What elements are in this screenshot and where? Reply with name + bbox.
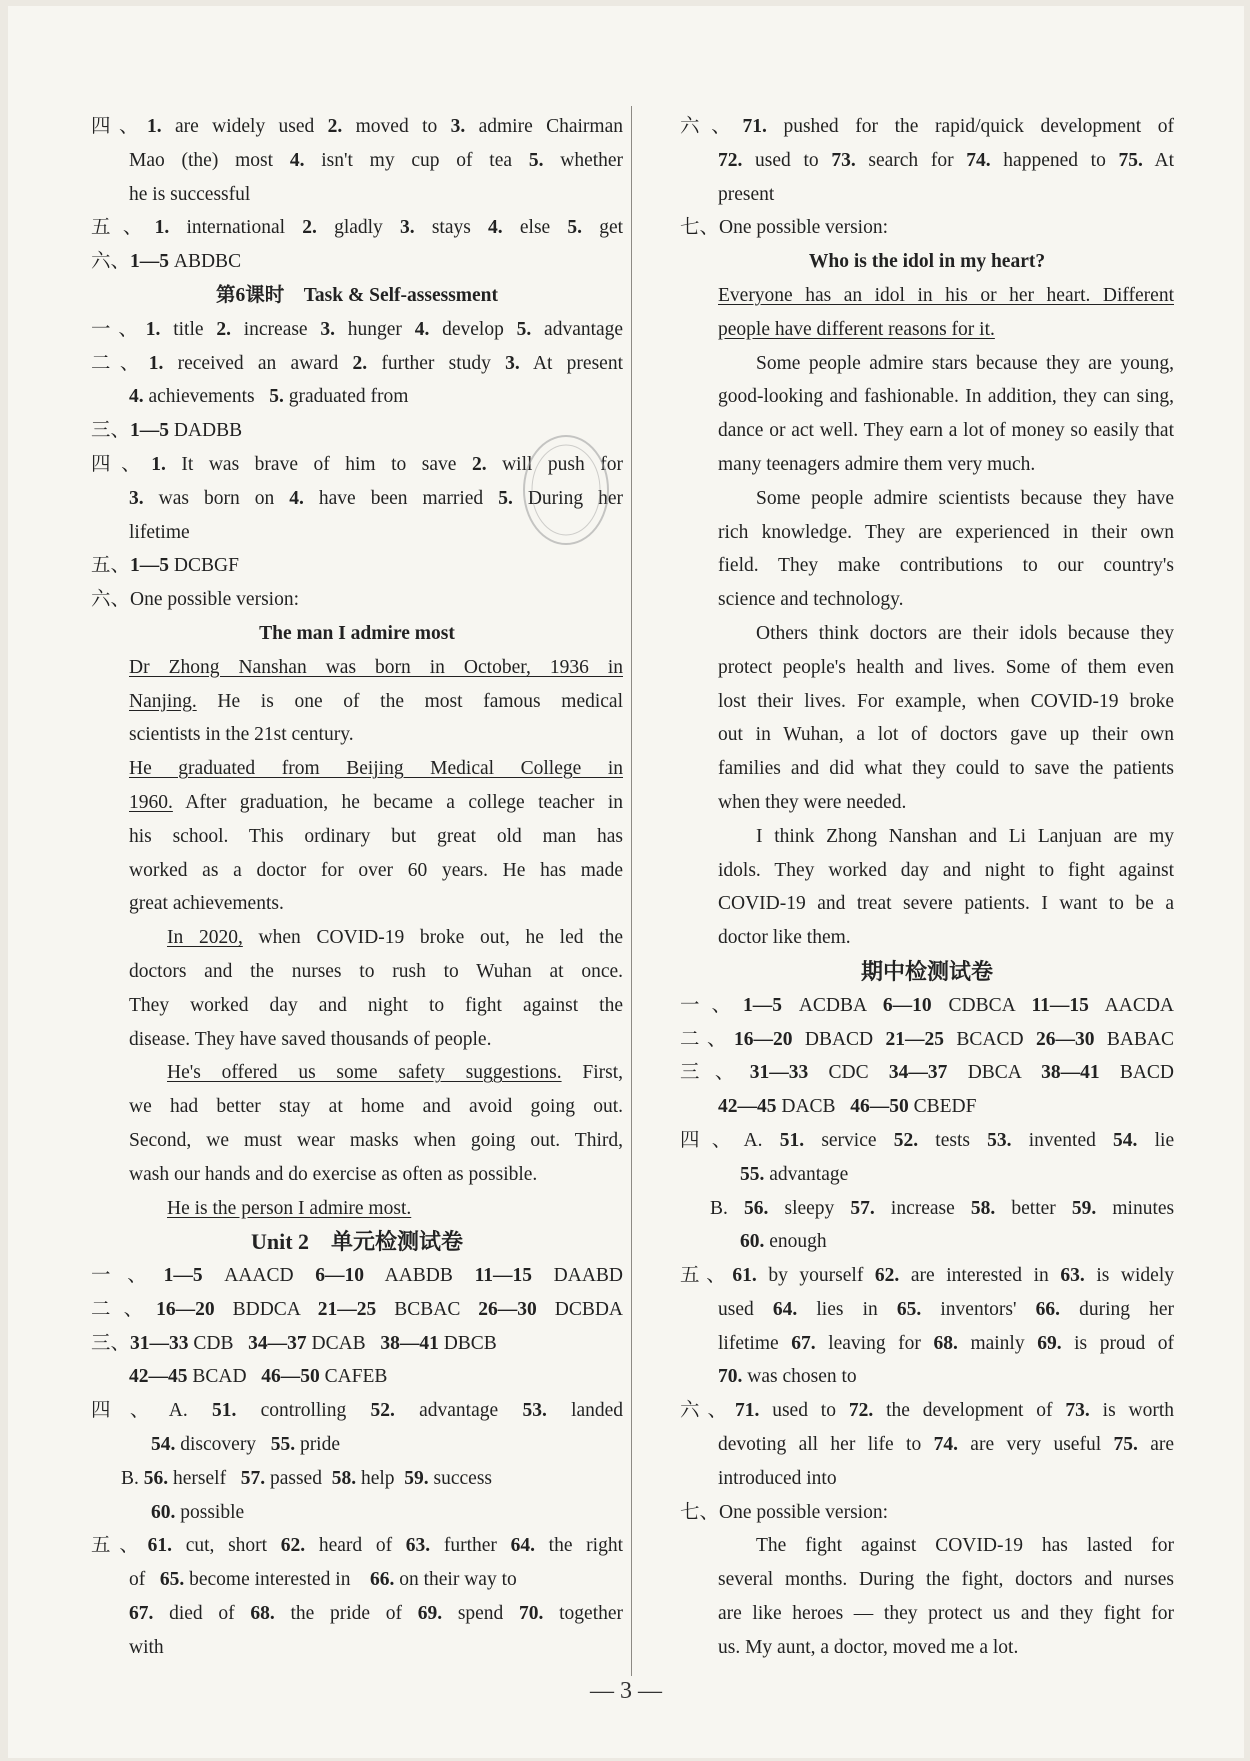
essay-title: The man I admire most xyxy=(259,622,455,644)
section-heading: 期中检测试卷 xyxy=(860,958,993,984)
essay-line: science and technology. xyxy=(718,589,904,611)
answer-line: 一、1. title 2. increase 3. hunger 4. develop 5. advantage xyxy=(91,318,624,340)
essay-line: I think Zhong Nanshan and Li Lanjuan are my xyxy=(756,825,1174,847)
essay-line: Second, we must wear masks when going out. Third, xyxy=(129,1129,623,1151)
essay-line: COVID-19 and treat severe patients. I want to be a xyxy=(718,893,1174,915)
answer-line: 42—45 DACB 46—50 CBEDF xyxy=(718,1096,977,1118)
answer-line: 一、1—5 AAACD 6—10 AABDB 11—15 DAABD xyxy=(91,1265,624,1287)
essay-line: families and did what they could to save the patients xyxy=(718,758,1174,780)
section-heading: Unit 2 单元检测试卷 xyxy=(250,1229,464,1255)
answer-line: 六、One possible version: xyxy=(91,589,299,611)
essay-line: when they were needed. xyxy=(718,791,907,813)
answer-line: 三、1—5 DADBB xyxy=(91,420,243,442)
answer-line: Mao (the) most 4. isn't my cup of tea 5. whether xyxy=(129,149,624,171)
essay-line: rich knowledge. They are experienced in their own xyxy=(718,521,1174,543)
essay-line: field. They make contributions to our country's xyxy=(718,555,1174,577)
essay-line: out in Wuhan, a lot of doctors gave up their own xyxy=(718,724,1174,746)
answer-line: 四、A. 51. service 52. tests 53. invented 54. lie xyxy=(680,1129,1175,1151)
answer-line: used 64. lies in 65. inventors' 66. during her xyxy=(718,1298,1175,1320)
answer-line: 60. enough xyxy=(740,1231,827,1253)
page-number: — 3 — xyxy=(590,1678,662,1704)
answer-line: present xyxy=(718,183,775,205)
answer-line: 五、61. by yourself 62. are interested in 63. is widely xyxy=(680,1265,1174,1287)
answer-line: B. 56. herself 57. passed 58. help 59. success xyxy=(121,1467,493,1489)
answer-line: 55. advantage xyxy=(740,1163,849,1185)
answer-line: he is successful xyxy=(129,183,251,205)
essay-line: disease. They have saved thousands of people. xyxy=(129,1028,492,1050)
answer-line: 60. possible xyxy=(151,1501,245,1523)
answer-line: introduced into xyxy=(718,1467,837,1489)
essay-line: wash our hands and do exercise as often as possible. xyxy=(129,1163,538,1185)
essay-line: dance or act well. They earn a lot of money so easily that xyxy=(718,420,1174,442)
answer-line: 四、A. 51. controlling 52. advantage 53. landed xyxy=(91,1400,624,1422)
essay-line: Others think doctors are their idols because they xyxy=(756,622,1174,644)
essay-line: worked as a doctor for over 60 years. He has made xyxy=(129,859,623,881)
answer-line: of 65. become interested in 66. on their way to xyxy=(129,1569,517,1591)
answer-line: 二、1. received an award 2. further study 3. At present xyxy=(91,352,623,374)
essay-line: Dr Zhong Nanshan was born in October, 1936 in xyxy=(129,656,623,678)
right-column xyxy=(680,110,1174,1665)
essay-line: we had better stay at home and avoid going out. xyxy=(129,1096,623,1118)
answer-line: 七、One possible version: xyxy=(680,1501,888,1523)
essay-line: Nanjing. He is one of the most famous medical xyxy=(129,690,624,712)
answer-line: 54. discovery 55. pride xyxy=(151,1434,341,1456)
answer-line: 五、1. international 2. gladly 3. stays 4. else 5. get xyxy=(91,217,624,239)
answer-line: 42—45 BCAD 46—50 CAFEB xyxy=(129,1366,388,1388)
answer-line: 二、16—20 BDDCA 21—25 BCBAC 26—30 DCBDA xyxy=(91,1298,623,1320)
left-column xyxy=(91,110,623,1665)
answer-line: 六、1—5 ABDBC xyxy=(91,251,242,273)
answer-line: 67. died of 68. the pride of 69. spend 70. together xyxy=(129,1603,624,1625)
answer-line: lifetime 67. leaving for 68. mainly 69. is proud of xyxy=(718,1332,1175,1354)
answer-line: 七、One possible version: xyxy=(680,217,888,239)
essay-line: lost their lives. For example, when COVID-19 broke xyxy=(718,690,1174,712)
answer-line: 4. achievements 5. graduated from xyxy=(129,386,409,408)
essay-line: Some people admire stars because they are young, xyxy=(756,352,1174,374)
answer-line: 六、71. used to 72. the development of 73. is worth xyxy=(680,1400,1175,1422)
answer-line: devoting all her life to 74. are very useful 75. are xyxy=(718,1434,1175,1456)
answer-line: 六、71. pushed for the rapid/quick development of xyxy=(680,116,1174,137)
essay-line: idols. They worked day and night to fight against xyxy=(718,859,1174,881)
answer-line: 一、1—5 ACDBA 6—10 CDBCA 11—15 AACDA xyxy=(680,994,1175,1016)
essay-line: doctors and the nurses to rush to Wuhan at once. xyxy=(129,960,623,982)
essay-line: doctor like them. xyxy=(718,927,851,949)
answer-line: 五、1—5 DCBGF xyxy=(91,555,239,577)
essay-line: good-looking and fashionable. In addition, they can sing, xyxy=(718,386,1174,408)
answer-line: 72. used to 73. search for 74. happened to 75. At xyxy=(718,149,1175,171)
essay-line: scientists in the 21st century. xyxy=(129,724,354,746)
section-heading: 第6课时 Task & Self-assessment xyxy=(215,284,499,306)
answer-line: lifetime xyxy=(129,521,190,543)
answer-line: 3. was born on 4. have been married 5. During her xyxy=(129,487,623,509)
answer-line: 五、61. cut, short 62. heard of 63. further 64. the right xyxy=(91,1535,623,1557)
answer-line: 四、1. are widely used 2. moved to 3. admire Chairman xyxy=(91,116,623,137)
answer-line: with xyxy=(129,1636,164,1658)
essay-line: He's offered us some safety suggestions. First, xyxy=(167,1062,623,1084)
essay-line: Some people admire scientists because they have xyxy=(756,487,1174,509)
answer-line: 三、31—33 CDC 34—37 DBCA 38—41 BACD xyxy=(680,1062,1175,1084)
answer-line: 四、1. It was brave of him to save 2. will push for xyxy=(91,453,624,475)
essay-line: people have different reasons for it. xyxy=(718,318,995,340)
answer-line: 二、16—20 DBACD 21—25 BCACD 26—30 BABAC xyxy=(680,1028,1175,1050)
answer-page xyxy=(8,6,1244,1758)
essay-line: protect people's health and lives. Some of them even xyxy=(718,656,1174,678)
essay-title: Who is the idol in my heart? xyxy=(808,251,1046,273)
answer-line: B. 56. sleepy 57. increase 58. better 59. minutes xyxy=(710,1197,1175,1219)
essay-line: are like heroes — they protect us and they fight for xyxy=(718,1603,1174,1625)
essay-line: He graduated from Beijing Medical College in xyxy=(129,758,623,780)
essay-line: us. My aunt, a doctor, moved me a lot. xyxy=(718,1636,1019,1658)
essay-line: many teenagers admire them very much. xyxy=(718,453,1036,475)
answer-line: 三、31—33 CDB 34—37 DCAB 38—41 DBCB xyxy=(91,1332,497,1354)
essay-line: Everyone has an idol in his or her heart. Different xyxy=(718,284,1174,306)
essay-line: He is the person I admire most. xyxy=(167,1197,412,1219)
column-divider xyxy=(631,106,632,1676)
essay-line: 1960. After graduation, he became a college teacher in xyxy=(129,791,623,813)
essay-line: several months. During the fight, doctors and nurses xyxy=(718,1569,1174,1591)
essay-line: They worked day and night to fight against the xyxy=(129,994,623,1016)
essay-line: his school. This ordinary but great old man has xyxy=(129,825,623,847)
answer-line: 70. was chosen to xyxy=(718,1366,857,1388)
essay-line: The fight against COVID-19 has lasted for xyxy=(756,1535,1174,1557)
essay-line: In 2020, when COVID-19 broke out, he led the xyxy=(167,927,623,949)
stamp-seal-icon xyxy=(520,431,612,549)
essay-line: great achievements. xyxy=(129,893,284,915)
